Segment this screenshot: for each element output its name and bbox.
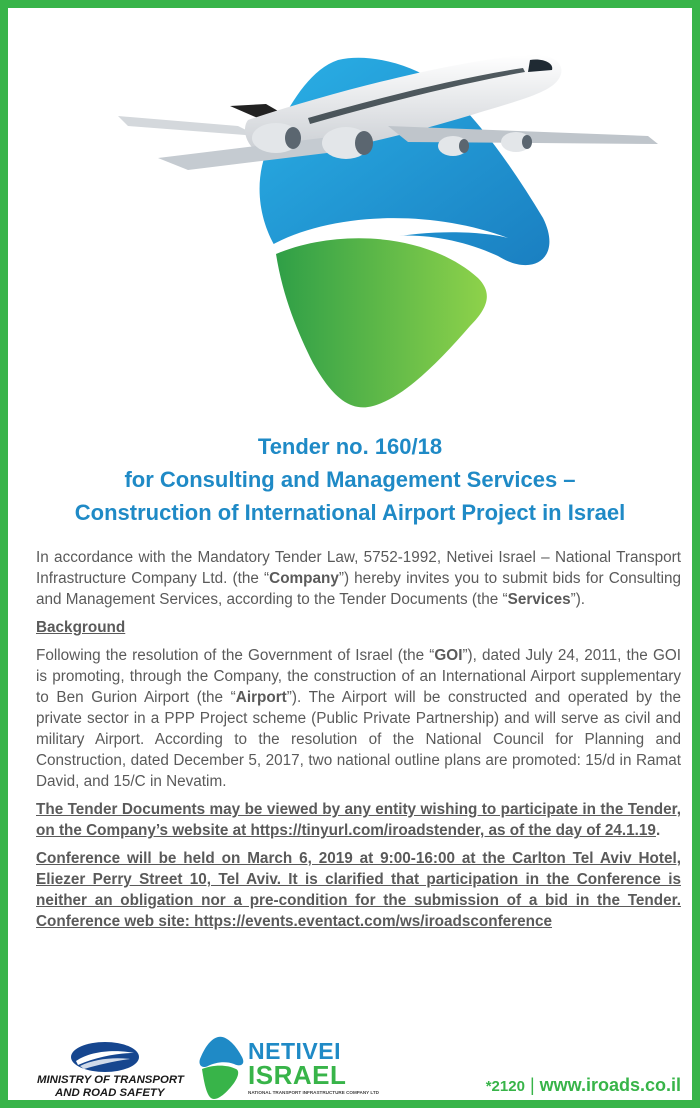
tender-documents-link-text[interactable]: The Tender Documents may be viewed by any entity wishing to participate in the Tender, on the Company’s website at https://tinyurl.com/iroadstender, as of the day of 24.1.19 [36,801,681,839]
background-text-2: ”), dated July 24, 2011, the GOI is promoting, through the Company, the construction of an International Airport supplementary to Ben Gurion Airport (the “ [36,647,682,706]
intro-paragraph [36,547,681,610]
title-line-1: Tender no. 160/18 [257,434,443,459]
title-line-3: Construction of International Airport Project in Israel [74,500,626,525]
phone-number[interactable]: *2120 [485,1078,525,1095]
intro-text-1: In accordance with the Mandatory Tender Law, 5752-1992, Netivei Israel – National Transport Infrastructure Company Ltd. (the “ [36,549,681,587]
background-paragraph [36,645,681,792]
background-bold-airport: Airport [235,689,287,706]
contact-info [486,1075,681,1096]
netivei-israel-logo [196,1033,426,1105]
ministry-name-line-1: MINISTRY OF TRANSPORT [37,1074,184,1086]
ministry-emblem-icon [70,1041,140,1073]
netivei-israel-logo-icon [196,1033,248,1105]
background-text-3: ”). The Airport will be constructed and operated by the private sector in a PPP Project scheme (Public Private Partnership) and will serve as civil and military Airport. According to the resolution of the National Council for Planning and Construction, dated December 5, 2017, two national outline plans are promoted: 15/d in Ramat David, and 15/C in Nevatim. [36,689,681,790]
israel-word: ISRAEL [248,1060,347,1090]
airplane-rear-wing [118,116,258,136]
background-bold-goi: GOI [434,647,463,664]
intro-bold-company: Company [269,570,339,587]
tender-body [36,547,681,939]
logo-green-shape [276,238,487,407]
website-link[interactable]: www.iroads.co.il [539,1075,681,1095]
conference-notice[interactable]: Conference will be held on March 6, 2019 at 9:00-16:00 at the Carlton Tel Aviv Hotel, Eliezer Perry Street 10, Tel Aviv. It is clarified that participation in the Conference is neither an obligation nor a pre-condition for the submission of a bid in the Tender. Conference web site: https://events.eventact.com/ws/iroadsconference [36,850,681,930]
tender-documents-period: . [655,822,661,839]
footer [8,1033,700,1108]
netivei-word: NETIVEI [248,1038,341,1064]
hero-illustration [8,8,700,428]
title-line-2: for Consulting and Management Services – [124,467,576,492]
background-text-1: Following the resolution of the Government of Israel (the “ [36,647,435,664]
intro-bold-services: Services [507,591,571,608]
contact-separator: | [529,1075,535,1095]
ministry-logo [35,1041,185,1101]
intro-text-2: ”) hereby invites you to submit bids for Consulting and Management Services, according to the Tender Documents (the “ [36,570,681,608]
airplane-logo-icon [8,8,700,428]
tender-title [28,430,672,529]
tender-documents-notice [36,799,681,841]
intro-text-3: ”). [570,591,586,608]
netivei-subtitle: NATIONAL TRANSPORT INFRASTRUCTURE COMPANY LTD [248,1090,380,1095]
ministry-name-line-2: AND ROAD SAFETY [55,1087,165,1099]
background-heading: Background [36,619,126,636]
